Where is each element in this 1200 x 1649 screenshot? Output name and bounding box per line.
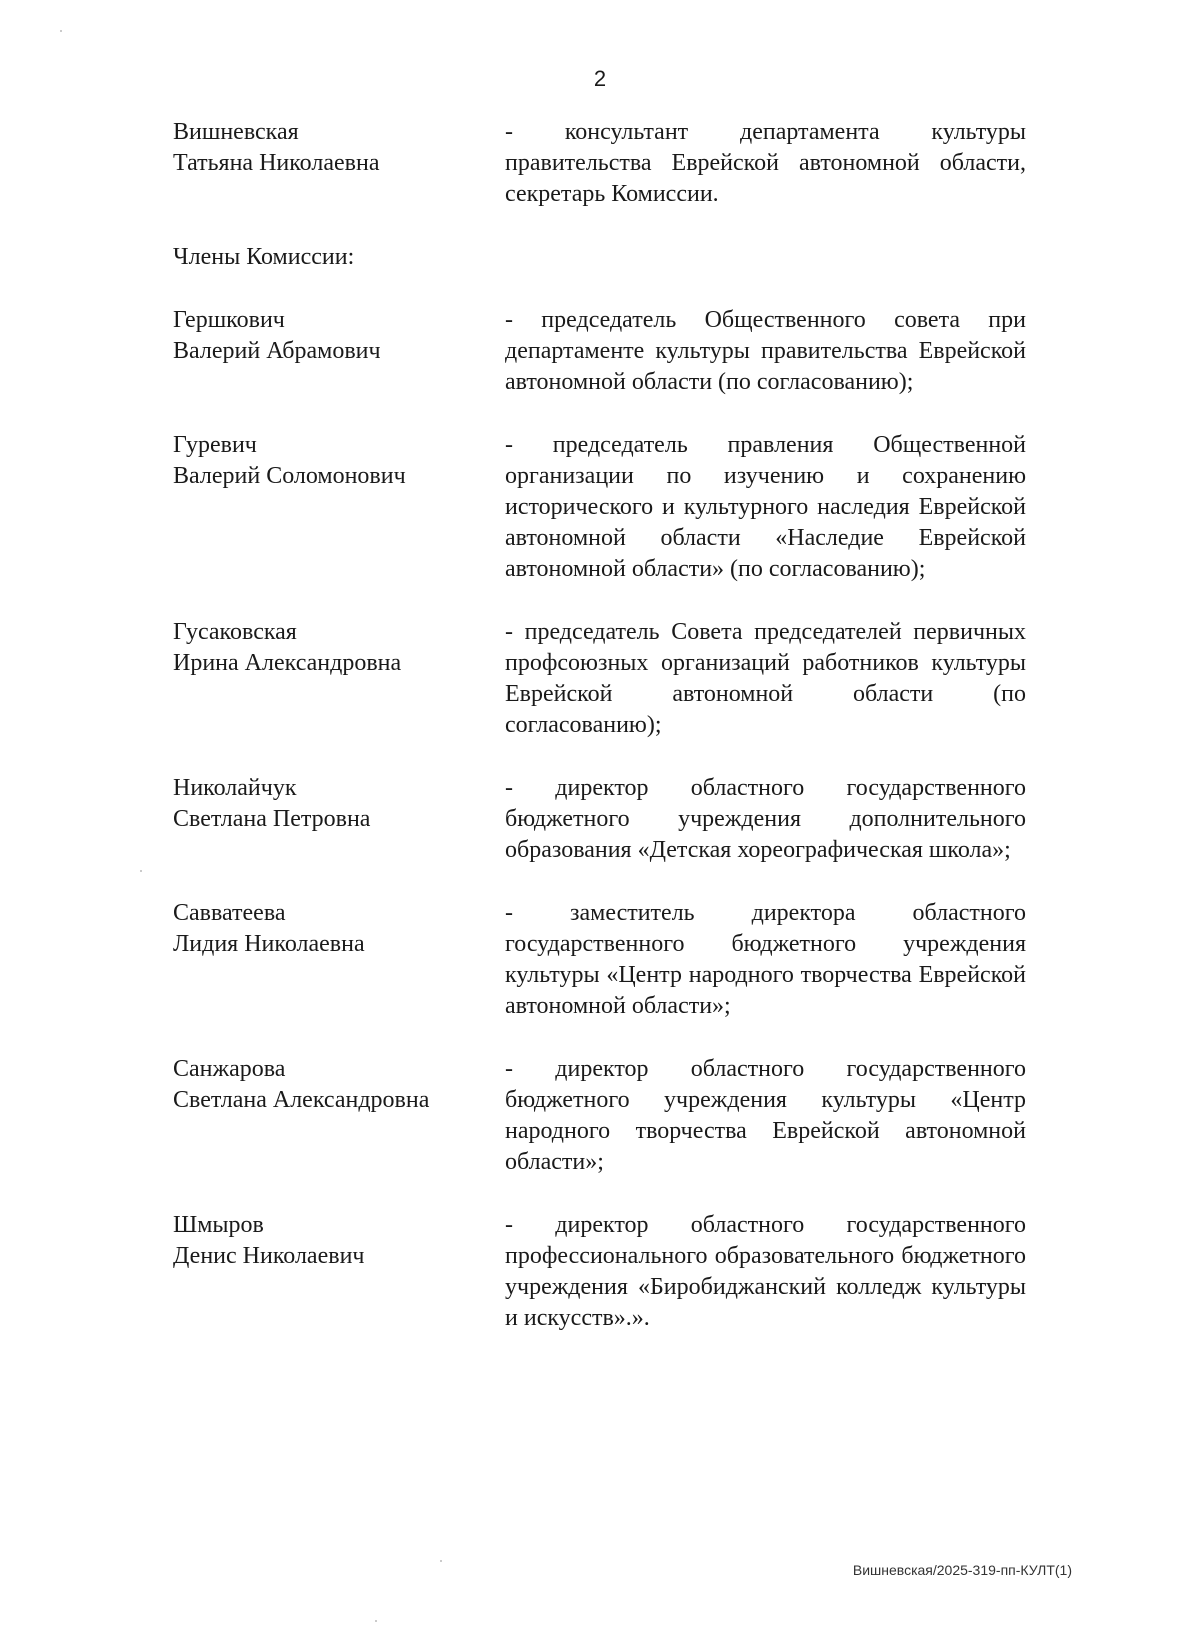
scan-speck [60, 30, 62, 32]
commission-list [173, 117, 1073, 1334]
role-description: - директор областного государственного бюджетного учреждения культуры «Центр народного творчества Еврейской автономной области»; [505, 1056, 1026, 1175]
members-heading: Члены Комиссии: [173, 244, 355, 270]
surname: Гуревич [173, 432, 257, 458]
given-names: Светлана Петровна [173, 806, 371, 832]
scan-speck [140, 870, 142, 872]
role-description: - директор областного государственного бюджетного учреждения дополнительного образования «Детская хореографическая школа»; [505, 775, 1026, 863]
given-names: Светлана Александровна [173, 1087, 430, 1113]
member-entry [173, 1054, 1073, 1178]
given-names: Валерий Абрамович [173, 338, 381, 364]
role-description: - консультант департамента культуры правительства Еврейской автономной области, секретарь Комиссии. [505, 119, 1026, 207]
person-name [173, 773, 505, 835]
given-names: Денис Николаевич [173, 1243, 365, 1269]
given-names: Татьяна Николаевна [173, 150, 380, 176]
role-description: - председатель Совета председателей первичных профсоюзных организаций работников культуры Еврейской автономной области (по согласованию); [505, 619, 1026, 738]
page-number: 2 [593, 66, 607, 91]
scan-speck [440, 1560, 442, 1562]
surname: Гершкович [173, 307, 285, 333]
surname: Вишневская [173, 119, 299, 145]
surname: Гусаковская [173, 619, 297, 645]
person-name [173, 617, 505, 679]
member-entry [173, 305, 1073, 398]
role-description: - директор областного государственного профессионального образовательного бюджетного учреждения «Биробиджанский колледж культуры и искусств».». [505, 1212, 1026, 1331]
surname: Санжарова [173, 1056, 286, 1082]
member-entry [173, 617, 1073, 741]
person-name [173, 1210, 505, 1272]
member-entry [173, 430, 1073, 585]
scan-speck [375, 1620, 377, 1622]
person-name [173, 898, 505, 960]
given-names: Ирина Александровна [173, 650, 402, 676]
secretary-entry [173, 117, 1073, 210]
member-entry [173, 898, 1073, 1022]
person-name [173, 305, 505, 367]
member-entry [173, 773, 1073, 866]
surname: Николайчук [173, 775, 297, 801]
member-entry [173, 1210, 1073, 1334]
given-names: Лидия Николаевна [173, 931, 365, 957]
surname: Савватеева [173, 900, 286, 926]
person-name [173, 430, 505, 492]
person-name [173, 117, 505, 179]
role-description: - председатель правления Общественной организации по изучению и сохранению исторического и культурного наследия Еврейской автономной области «Наследие Еврейской автономной области» (по согласованию); [505, 432, 1026, 582]
role-description: - председатель Общественного совета при департаменте культуры правительства Еврейской автономной области (по согласованию); [505, 307, 1026, 395]
document-code: Вишневская/2025-319-пп-КУЛТ(1) [852, 1562, 1072, 1578]
given-names: Валерий Соломонович [173, 463, 406, 489]
surname: Шмыров [173, 1212, 264, 1238]
role-description: - заместитель директора областного государственного бюджетного учреждения культуры «Центр народного творчества Еврейской автономной области»; [505, 900, 1026, 1019]
person-name [173, 1054, 505, 1116]
